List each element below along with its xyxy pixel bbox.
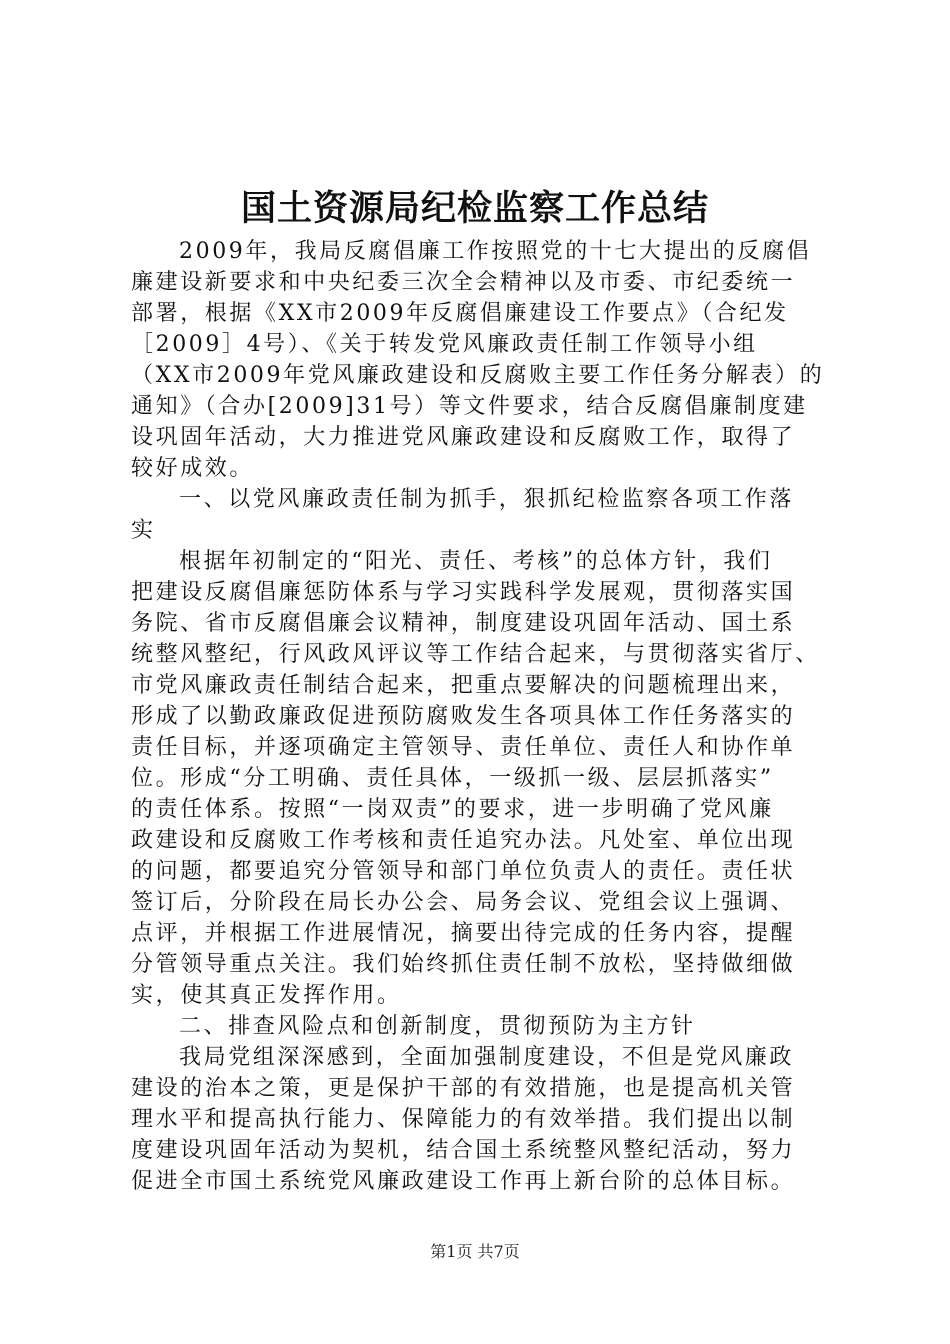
text-line: 较好成效。 — [131, 456, 255, 481]
text-line: 度建设巩固年活动为契机，结合国土系统整风整纪活动，努力 — [131, 1138, 796, 1163]
text-line: 的问题，都要追究分管领导和部门单位负责人的责任。责任状 — [131, 859, 796, 884]
text-line: 市党风廉政责任制结合起来，把重点要解决的问题梳理出来， — [131, 673, 796, 698]
text-line: 设巩固年活动，大力推进党风廉政建设和反腐败工作，取得了 — [131, 425, 796, 450]
text-line: 形成了以勤政廉政促进预防腐败发生各项具体工作任务落实的 — [131, 704, 796, 729]
text-line: 务院、省市反腐倡廉会议精神，制度建设巩固年活动、国土系 — [131, 611, 796, 636]
text-line: 点评，并根据工作进展情况，摘要出待完成的任务内容，提醒 — [131, 921, 796, 946]
text-line: 促进全市国土系统党风廉政建设工作再上新台阶的总体目标。 — [131, 1169, 796, 1194]
text-line: 通知》（合办[2009]31号）等文件要求，结合反腐倡廉制度建 — [131, 394, 808, 419]
text-line: 政建设和反腐败工作考核和责任追究办法。凡处室、单位出现 — [131, 828, 796, 853]
text-line: 的责任体系。按照“一岗双责”的要求，进一步明确了党风廉 — [131, 797, 774, 822]
text-line: 签订后，分阶段在局长办公会、局务会议、党组会议上强调、 — [131, 890, 796, 915]
text-line: 把建设反腐倡廉惩防体系与学习实践科学发展观，贯彻落实国 — [131, 580, 796, 605]
text-line: 位。形成“分工明确、责任具体，一级抓一级、层层抓落实” — [131, 766, 774, 791]
text-line: 2009年，我局反腐倡廉工作按照党的十七大提出的反腐倡 — [179, 239, 812, 264]
page-number-footer: 第1页 共7页 — [430, 1242, 520, 1261]
text-line: 我局党组深深感到，全面加强制度建设，不但是党风廉政 — [179, 1045, 795, 1070]
text-line: 实，使其真正发挥作用。 — [131, 983, 402, 1008]
section-heading-1-cont: 实 — [131, 518, 156, 543]
text-line: ［2009］4号）、《关于转发党风廉政责任制工作领导小组 — [131, 332, 758, 357]
text-line: 统整风整纪，行风政风评议等工作结合起来，与贯彻落实省厅、 — [131, 642, 820, 667]
document-title: 国土资源局纪检监察工作总结 — [240, 188, 709, 229]
text-line: 责任目标，并逐项确定主管领导、责任单位、责任人和协作单 — [131, 735, 796, 760]
text-line: 廉建设新要求和中央纪委三次全会精神以及市委、市纪委统一 — [131, 270, 796, 295]
text-line: 部署，根据《XX市2009年反腐倡廉建设工作要点》（合纪发 — [131, 301, 789, 326]
section-heading-1: 一、以党风廉政责任制为抓手，狠抓纪检监察各项工作落 — [179, 487, 795, 512]
text-line: 理水平和提高执行能力、保障能力的有效举措。我们提出以制 — [131, 1107, 796, 1132]
document-body — [131, 236, 831, 1197]
text-line: 建设的治本之策，更是保护干部的有效措施，也是提高机关管 — [131, 1076, 796, 1101]
text-line: 分管领导重点关注。我们始终抓住责任制不放松，坚持做细做 — [131, 952, 796, 977]
text-line: （XX市2009年党风廉政建设和反腐败主要工作任务分解表）的 — [131, 363, 825, 388]
text-line: 根据年初制定的“阳光、责任、考核”的总体方针，我们 — [179, 549, 773, 574]
section-heading-2: 二、排查风险点和创新制度，贯彻预防为主方针 — [179, 1014, 696, 1039]
